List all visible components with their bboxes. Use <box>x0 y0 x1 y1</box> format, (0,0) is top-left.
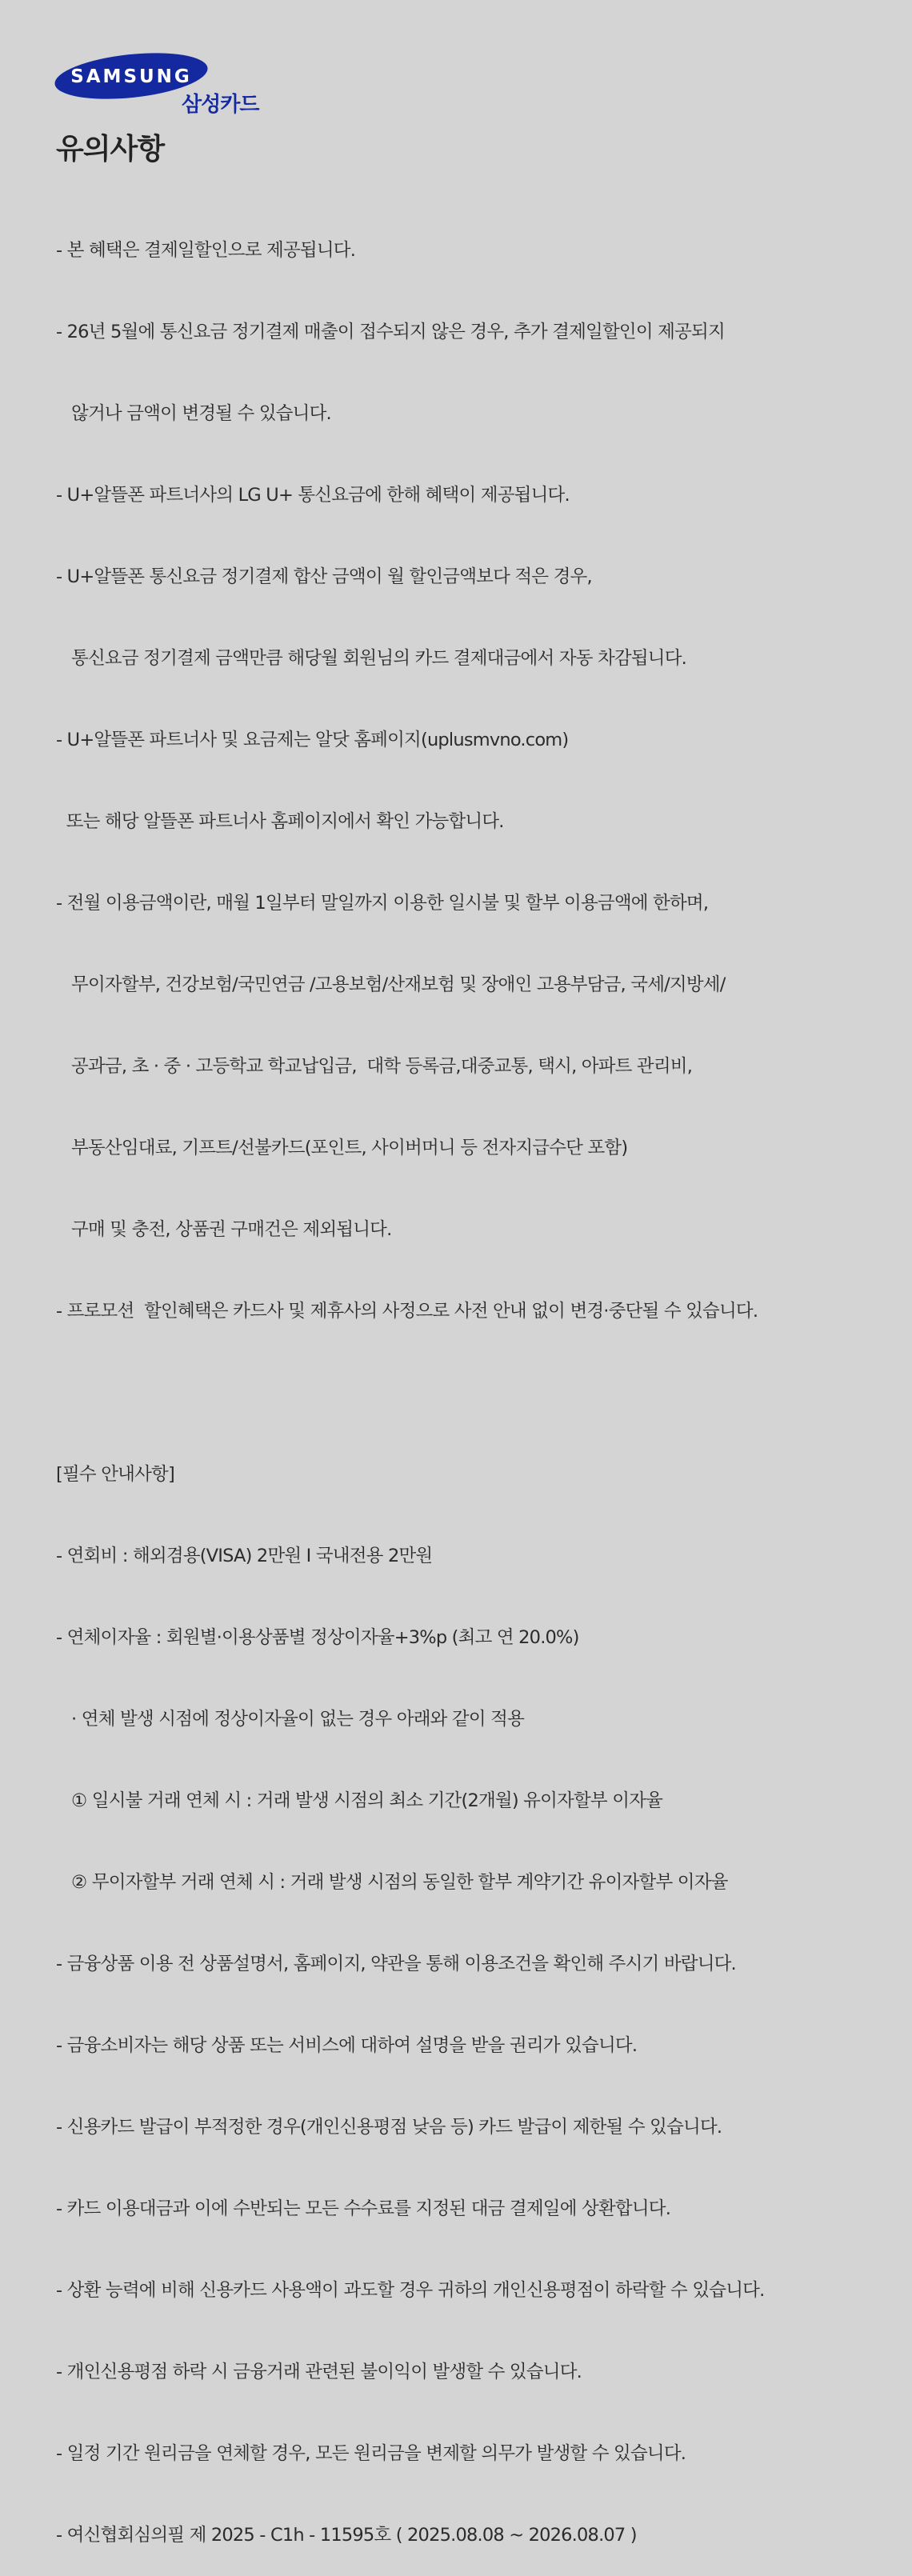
required-notice-line: - 금융상품 이용 전 상품설명서, 홈페이지, 약관을 통해 이용조건을 확인해 주시기 바랍니다. <box>56 1954 736 1974</box>
notice-line: - U+알뜰폰 파트너사의 LG U+ 통신요금에 한해 혜택이 제공됩니다. <box>56 485 570 506</box>
notice-line: - U+알뜰폰 파트너사 및 요금제는 알닷 홈페이지(uplusmvno.com) <box>56 730 569 750</box>
required-notice-line: - 연회비 : 해외겸용(VISA) 2만원 I 국내전용 2만원 <box>56 1546 433 1566</box>
notice-line: 통신요금 정기결제 금액만큼 해당월 회원님의 카드 결제대금에서 자동 차감됩니다. <box>56 648 687 669</box>
notice-line: 부동산임대료, 기프트/선불카드(포인트, 사이버머니 등 전자지급수단 포함) <box>56 1138 628 1158</box>
card-brand-name: 삼성카드 <box>182 93 259 117</box>
required-notice-line: - 연체이자율 : 회원별·이용상품별 정상이자율+3%p (최고 연 20.0%) <box>56 1627 579 1648</box>
required-notice-line: - 여신협회심의필 제 2025 - C1h - 11595호 ( 2025.08.08 ~ 2026.08.07 ) <box>56 2525 637 2546</box>
notice-line: 않거나 금액이 변경될 수 있습니다. <box>56 403 331 424</box>
notice-line: - U+알뜰폰 통신요금 정기결제 합산 금액이 월 할인금액보다 적은 경우, <box>56 566 592 587</box>
required-notice-line: - 금융소비자는 해당 상품 또는 서비스에 대하여 설명을 받을 권리가 있습니다. <box>56 2035 638 2056</box>
required-notice-line: ① 일시불 거래 연체 시 : 거래 발생 시점의 최소 기간(2개월) 유이자할부 이자율 <box>56 1790 663 1811</box>
required-notice-line: - 개인신용평점 하락 시 금융거래 관련된 불이익이 발생할 수 있습니다. <box>56 2362 582 2382</box>
notice-line: - 전월 이용금액이란, 매월 1일부터 말일까지 이용한 일시불 및 할부 이용금액에 한하며, <box>56 893 709 914</box>
required-notice-heading: [필수 안내사항] <box>56 1464 174 1485</box>
required-notice-line: ② 무이자할부 거래 연체 시 : 거래 발생 시점의 동일한 할부 계약기간 유이자할부 이자율 <box>56 1872 728 1893</box>
notice-body <box>56 182 888 2576</box>
section-spacer <box>56 1379 888 1406</box>
samsung-wordmark: SAMSUNG <box>70 66 192 87</box>
notice-line: - 프로모션 할인혜택은 카드사 및 제휴사의 사정으로 사전 안내 없이 변경·중단될 수 있습니다. <box>56 1301 758 1322</box>
required-notice-line: - 신용카드 발급이 부적정한 경우(개인신용평점 낮음 등) 카드 발급이 제한될 수 있습니다. <box>56 2117 722 2138</box>
notice-line: 구매 및 충전, 상품권 구매건은 제외됩니다. <box>56 1219 392 1240</box>
required-notice-line: - 카드 이용대금과 이에 수반되는 모든 수수료를 지정된 대금 결제일에 상환합니다. <box>56 2198 671 2219</box>
notice-line: 또는 해당 알뜰폰 파트너사 홈페이지에서 확인 가능합니다. <box>56 811 504 832</box>
required-notice-line: · 연체 발생 시점에 정상이자율이 없는 경우 아래와 같이 적용 <box>56 1709 525 1730</box>
samsung-logo-icon <box>54 50 262 117</box>
required-notice-line: - 상환 능력에 비해 신용카드 사용액이 과도할 경우 귀하의 개인신용평점이 하락할 수 있습니다. <box>56 2280 765 2301</box>
notice-line: - 본 혜택은 결제일할인으로 제공됩니다. <box>56 240 356 261</box>
notice-line: 공과금, 초 · 중 · 고등학교 학교납입금, 대학 등록금,대중교통, 택시, 아파트 관리비, <box>56 1056 693 1077</box>
notice-line: - 26년 5월에 통신요금 정기결제 매출이 접수되지 않은 경우, 추가 결제일할인이 제공되지 <box>56 322 725 342</box>
notice-line: 무이자할부, 건강보험/국민연금 /고용보험/산재보험 및 장애인 고용부담금, 국세/지방세/ <box>56 974 726 995</box>
required-notice-line: - 일정 기간 원리금을 연체할 경우, 모든 원리금을 변제할 의무가 발생할 수 있습니다. <box>56 2443 686 2464</box>
page-title: 유의사항 <box>56 133 165 166</box>
samsung-card-logo <box>54 50 262 117</box>
